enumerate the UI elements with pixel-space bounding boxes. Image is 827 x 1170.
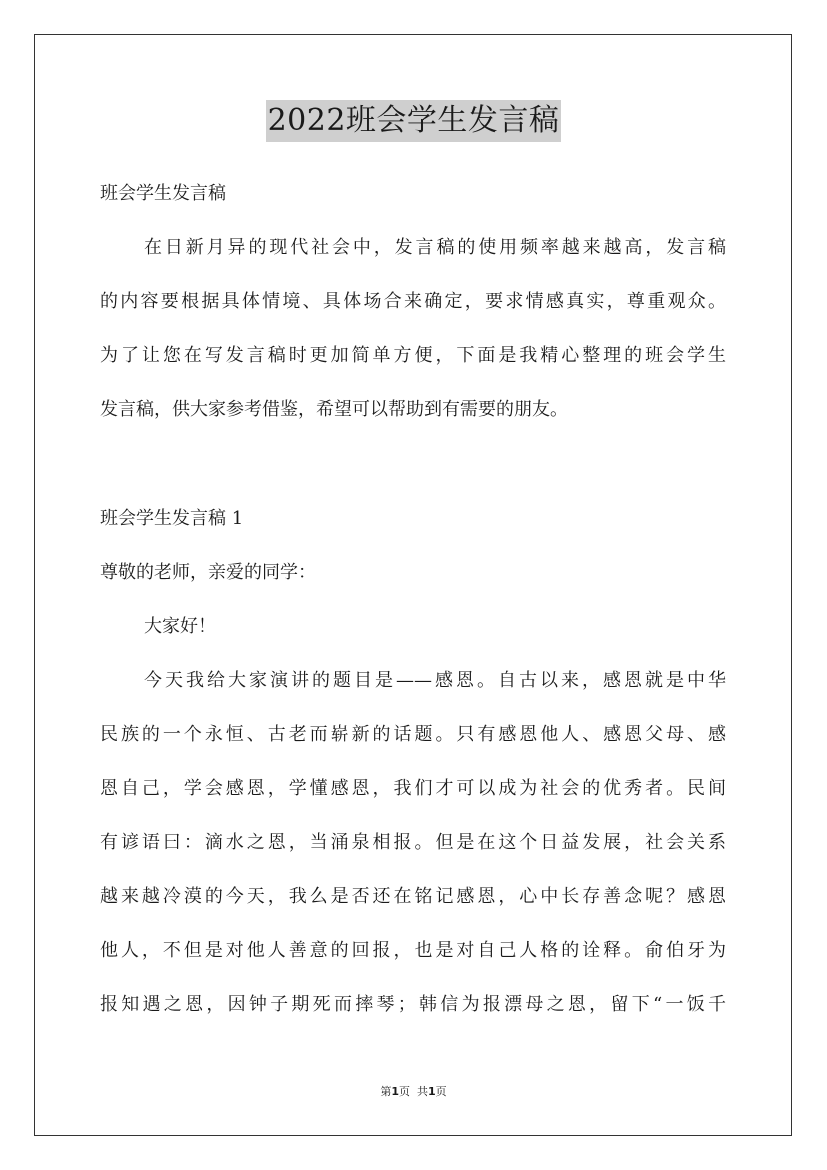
body-line-3: 恩自己，学会感恩，学懂感恩，我们才可以成为社会的优秀者。民间: [100, 778, 726, 799]
footer-total-number: 1: [428, 1085, 436, 1098]
body-line-1: 今天我给大家演讲的题目是——感恩。自古以来，感恩就是中华: [144, 670, 726, 691]
title-container: [0, 100, 827, 142]
intro-line-3: 为了让您在写发言稿时更加简单方便，下面是我精心整理的班会学生: [100, 345, 726, 366]
document-title: 2022班会学生发言稿: [266, 100, 562, 142]
section-heading: 班会学生发言稿 1: [100, 508, 244, 529]
footer-page-number: 1: [391, 1085, 399, 1098]
intro-line-1: 在日新月异的现代社会中，发言稿的使用频率越来越高，发言稿: [144, 237, 726, 258]
intro-line-4: 发言稿，供大家参考借鉴，希望可以帮助到有需要的朋友。: [100, 399, 568, 420]
intro-heading: 班会学生发言稿: [100, 183, 226, 204]
body-line-5: 越来越冷漠的今天，我么是否还在铭记感恩，心中长存善念呢？感恩: [100, 886, 726, 907]
salutation: 尊敬的老师，亲爱的同学：: [100, 562, 316, 583]
footer-total-prefix: 共: [417, 1085, 428, 1098]
footer-page-suffix: 页: [399, 1085, 410, 1098]
page-footer: [0, 1085, 827, 1099]
body-line-6: 他人，不但是对他人善意的回报，也是对自己人格的诠释。俞伯牙为: [100, 940, 726, 961]
body-line-7: 报知遇之恩，因钟子期死而摔琴；韩信为报漂母之恩，留下“一饭千: [100, 994, 726, 1015]
footer-page-prefix: 第: [380, 1085, 392, 1098]
greeting: 大家好！: [144, 616, 216, 637]
intro-line-2: 的内容要根据具体情境、具体场合来确定，要求情感真实，尊重观众。: [100, 291, 726, 312]
body-line-4: 有谚语曰：滴水之恩，当涌泉相报。但是在这个日益发展，社会关系: [100, 832, 726, 853]
footer-total-suffix: 页: [435, 1085, 447, 1098]
body-line-2: 民族的一个永恒、古老而崭新的话题。只有感恩他人、感恩父母、感: [100, 724, 726, 745]
